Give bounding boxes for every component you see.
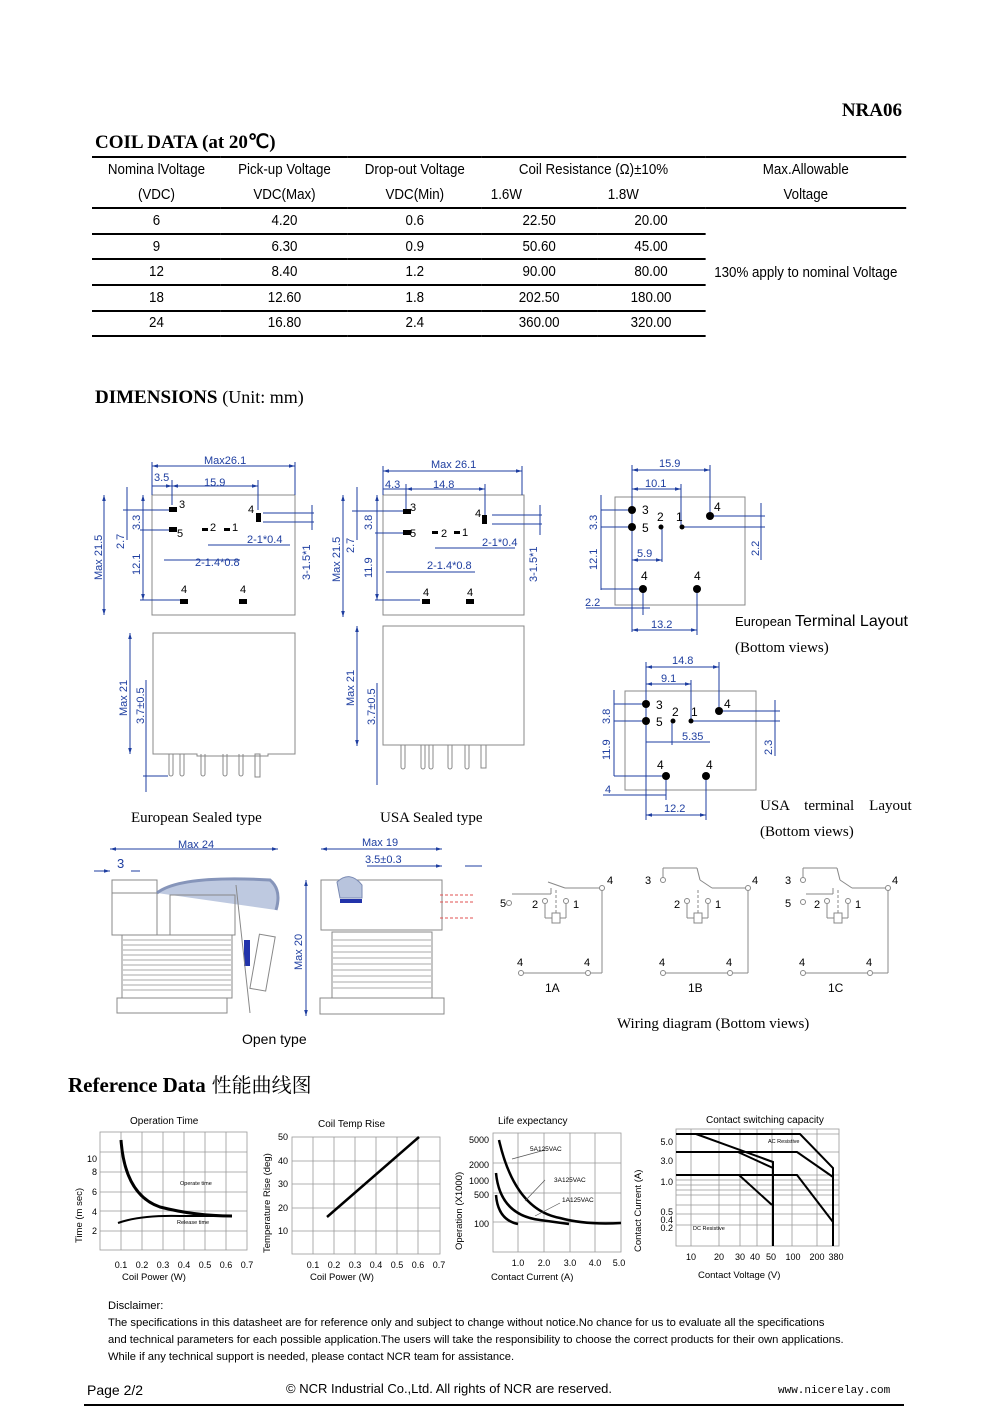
- svg-text:4: 4: [641, 569, 648, 583]
- dim-label: Max 19: [362, 837, 399, 849]
- svg-text:2: 2: [674, 899, 681, 911]
- cell-r16: 360.00: [482, 311, 597, 337]
- reference-charts: [0, 1100, 1000, 1290]
- usa-layout-caption-2: (Bottom views): [760, 824, 854, 840]
- svg-text:10: 10: [685, 1252, 697, 1262]
- svg-text:380: 380: [828, 1252, 844, 1262]
- svg-text:4: 4: [799, 957, 806, 969]
- svg-text:30: 30: [734, 1252, 746, 1262]
- dim-label: 4: [605, 784, 612, 796]
- svg-text:2000: 2000: [468, 1160, 489, 1170]
- svg-text:20: 20: [713, 1252, 725, 1262]
- annotation-ac-resistive: AC Resistive: [768, 1139, 800, 1145]
- open-type-front-view: [94, 849, 278, 1013]
- svg-text:3: 3: [410, 502, 417, 514]
- chart-coil-temp-rise: [262, 1119, 445, 1283]
- series-label: 5A125VAC: [530, 1146, 562, 1153]
- cell-r18: 45.00: [597, 234, 706, 260]
- svg-text:4: 4: [694, 569, 701, 583]
- svg-text:5.0: 5.0: [612, 1258, 626, 1268]
- svg-text:2: 2: [210, 522, 217, 534]
- usa-side-view: [345, 626, 524, 785]
- wiring-diagrams: [507, 868, 891, 976]
- svg-text:100: 100: [785, 1252, 801, 1262]
- euro-layout-caption: European Terminal Layout: [735, 613, 908, 630]
- unit-voltage: Voltage: [705, 183, 906, 209]
- cell-pickup: 8.40: [221, 259, 348, 285]
- svg-text:0.5: 0.5: [660, 1207, 673, 1217]
- svg-text:4: 4: [726, 957, 733, 969]
- wiring-1c: [801, 868, 891, 976]
- dim-label: 14.8: [433, 479, 455, 491]
- disclaimer-line: While if any technical support is needed, please contact NCR team for assistance.: [108, 1351, 515, 1363]
- dim-label: Max 21: [118, 679, 130, 716]
- col-dropout-voltage: Drop-out Voltage: [348, 157, 482, 183]
- svg-text:1: 1: [232, 522, 239, 534]
- svg-text:0.2: 0.2: [327, 1260, 341, 1270]
- cell-pickup: 12.60: [221, 285, 348, 311]
- dim-label: 3.3: [131, 514, 143, 530]
- svg-text:8: 8: [91, 1167, 97, 1177]
- x-axis-label: Coil Power (W): [122, 1272, 186, 1283]
- svg-text:40: 40: [749, 1252, 761, 1262]
- reference-title-cn: 性能曲线图: [211, 1073, 312, 1097]
- dimensions-heading: DIMENSIONS: [95, 387, 218, 408]
- svg-text:1: 1: [676, 510, 683, 524]
- svg-text:0.1: 0.1: [306, 1260, 320, 1270]
- cell-r18: 320.00: [597, 311, 706, 337]
- dim-label: 11.9: [601, 739, 613, 760]
- open-type-caption: Open type: [242, 1031, 307, 1047]
- usa-layout-caption: USA terminal Layout: [760, 798, 912, 814]
- svg-text:3: 3: [642, 503, 649, 517]
- annotation-dc-resistive: DC Resistive: [693, 1226, 725, 1232]
- svg-text:2: 2: [441, 528, 448, 540]
- svg-text:50: 50: [765, 1252, 777, 1262]
- svg-text:5: 5: [500, 898, 507, 910]
- cell-dropout: 0.9: [348, 234, 482, 260]
- svg-text:10: 10: [277, 1226, 288, 1236]
- cell-dropout: 2.4: [348, 311, 482, 337]
- euro-terminal-layout: [585, 458, 765, 635]
- svg-text:5: 5: [410, 528, 417, 540]
- col-1-8w: 1.8W: [597, 183, 706, 209]
- dim-label: Max 26.1: [431, 459, 477, 471]
- dim-label: 3: [117, 856, 125, 871]
- col-nominal-voltage: Nomina lVoltage: [92, 157, 221, 183]
- cell-pickup: 6.30: [221, 234, 348, 260]
- euro-layout-caption-2: (Bottom views): [735, 640, 829, 656]
- svg-text:4: 4: [181, 584, 188, 596]
- open-type-side-view: [306, 849, 482, 1016]
- coil-data-title: COIL DATA (at 20℃): [95, 132, 276, 153]
- svg-text:6: 6: [91, 1187, 97, 1197]
- disclaimer-title: Disclaimer:: [108, 1300, 164, 1312]
- dimensions-unit: (Unit: mm): [222, 387, 304, 407]
- euro-sealed-caption: European Sealed type: [131, 810, 262, 826]
- dim-label: 3-1.5*1: [301, 544, 313, 580]
- svg-text:4.0: 4.0: [588, 1258, 602, 1268]
- svg-text:4: 4: [724, 697, 731, 711]
- svg-text:2: 2: [814, 899, 821, 911]
- svg-text:2: 2: [91, 1226, 97, 1236]
- dim-label: 3.7±0.5: [366, 688, 378, 725]
- cell-nominal: 18: [92, 285, 221, 311]
- svg-text:0.4: 0.4: [177, 1260, 191, 1270]
- series-label: 1A125VAC: [562, 1197, 594, 1204]
- svg-text:4: 4: [248, 504, 255, 516]
- svg-text:4: 4: [866, 957, 873, 969]
- dim-label: Max 21: [345, 669, 357, 706]
- dim-label: Max 21.5: [331, 536, 343, 582]
- svg-text:4: 4: [607, 875, 614, 887]
- svg-text:1: 1: [462, 527, 469, 539]
- dim-label: Max26.1: [204, 455, 247, 467]
- y-axis-label: Contact Current (A): [633, 1169, 644, 1252]
- svg-text:10: 10: [86, 1154, 97, 1164]
- cell-pickup: 4.20: [221, 208, 348, 234]
- dim-label: 12.1: [131, 553, 143, 575]
- dim-label: 12.2: [664, 803, 686, 815]
- col-pickup-voltage: Pick-up Voltage: [221, 157, 348, 183]
- svg-text:0.4: 0.4: [369, 1260, 383, 1270]
- col-max-allowable: Max.Allowable: [705, 157, 906, 183]
- dim-label: 3.5: [154, 472, 170, 484]
- dim-label: 15.9: [659, 458, 681, 470]
- svg-text:0.6: 0.6: [219, 1260, 233, 1270]
- svg-text:40: 40: [277, 1156, 288, 1166]
- svg-text:2: 2: [672, 705, 679, 719]
- dim-label: 4.3: [385, 479, 401, 491]
- svg-text:3: 3: [656, 698, 663, 712]
- svg-text:0.2: 0.2: [135, 1260, 149, 1270]
- dim-label: 3.8: [601, 708, 613, 724]
- usa-sealed-caption: USA Sealed type: [380, 810, 483, 826]
- reference-title: [68, 1069, 312, 1098]
- svg-text:1: 1: [573, 899, 580, 911]
- svg-text:5: 5: [785, 898, 792, 910]
- svg-text:5: 5: [656, 715, 663, 729]
- svg-text:0.2: 0.2: [660, 1223, 673, 1233]
- dim-label: 12.1: [588, 548, 600, 570]
- wiring-label-1c: 1C: [828, 981, 844, 995]
- svg-text:0.6: 0.6: [411, 1260, 425, 1270]
- svg-text:0.1: 0.1: [114, 1260, 128, 1270]
- y-axis-label: Operation (X1000): [454, 1171, 465, 1250]
- svg-text:0.7: 0.7: [240, 1260, 254, 1270]
- website-link[interactable]: www.nicerelay.com: [778, 1385, 891, 1397]
- svg-text:0.5: 0.5: [198, 1260, 212, 1270]
- svg-text:4: 4: [475, 508, 482, 520]
- wiring-caption: Wiring diagram (Bottom views): [617, 1016, 810, 1032]
- svg-text:4: 4: [423, 587, 430, 599]
- copyright: © NCR Industrial Co.,Ltd. All rights of NCR are reserved.: [286, 1381, 613, 1396]
- svg-text:4: 4: [240, 584, 247, 596]
- unit-vdc-max: VDC(Max): [221, 183, 348, 209]
- svg-text:2: 2: [657, 510, 664, 524]
- svg-text:5000: 5000: [468, 1135, 489, 1145]
- reference-title-en: Reference Data: [68, 1073, 206, 1097]
- series-label: Release time: [177, 1220, 210, 1226]
- dim-label: Max 20: [293, 933, 305, 970]
- model-number: NRA06: [841, 100, 902, 121]
- cell-nominal: 12: [92, 259, 221, 285]
- cell-r16: 90.00: [482, 259, 597, 285]
- dim-label: 2-1.4*0.8: [427, 560, 472, 572]
- svg-text:0.7: 0.7: [432, 1260, 446, 1270]
- dim-label: 3.3: [588, 514, 600, 530]
- svg-text:0.3: 0.3: [156, 1260, 170, 1270]
- wiring-1b: [661, 868, 751, 976]
- svg-text:200: 200: [809, 1252, 825, 1262]
- svg-text:0.4: 0.4: [660, 1215, 673, 1225]
- dim-label: 2.7: [345, 537, 357, 553]
- dim-label: 2-1*0.4: [482, 537, 518, 549]
- svg-text:1.0: 1.0: [660, 1177, 673, 1187]
- chart-title: Coil Temp Rise: [318, 1119, 386, 1130]
- svg-text:0.3: 0.3: [348, 1260, 362, 1270]
- dim-label: 2.2: [750, 540, 762, 556]
- x-axis-label: Coil Power (W): [310, 1272, 374, 1283]
- x-axis-label: Contact Voltage (V): [698, 1270, 781, 1281]
- svg-text:4: 4: [584, 957, 591, 969]
- svg-text:0.5: 0.5: [390, 1260, 404, 1270]
- svg-text:1: 1: [855, 899, 862, 911]
- cell-r18: 20.00: [597, 208, 706, 234]
- svg-text:1000: 1000: [468, 1176, 489, 1186]
- chart-contact-switching-capacity: [633, 1115, 844, 1281]
- dim-label: 2-1.4*0.8: [195, 557, 240, 569]
- series-label: 3A125VAC: [554, 1177, 586, 1184]
- svg-text:3: 3: [785, 875, 792, 887]
- col-1-6w: 1.6W: [482, 183, 597, 209]
- cell-dropout: 1.2: [348, 259, 482, 285]
- svg-text:4: 4: [752, 875, 759, 887]
- page-number: Page 2/2: [87, 1382, 144, 1398]
- y-axis-label: Temperature Rise (deg): [262, 1153, 273, 1253]
- svg-text:2: 2: [532, 899, 539, 911]
- col-coil-resistance: Coil Resistance (Ω)±10%: [482, 157, 706, 183]
- dim-label: 13.2: [651, 619, 673, 631]
- dim-label: 2.2: [585, 597, 601, 609]
- svg-text:4: 4: [706, 758, 713, 772]
- euro-side-view: [118, 633, 295, 792]
- wiring-label-1b: 1B: [688, 981, 703, 995]
- svg-text:20: 20: [277, 1203, 288, 1213]
- dim-label: Max 21.5: [93, 534, 105, 580]
- dim-label: 2.7: [115, 533, 127, 549]
- chart-life-expectancy: [454, 1116, 625, 1283]
- svg-text:5: 5: [642, 521, 649, 535]
- dim-label: 3-1.5*1: [528, 546, 540, 582]
- dim-label: 14.8: [672, 655, 694, 667]
- dim-label: 3.5±0.3: [365, 854, 402, 866]
- svg-text:3: 3: [179, 499, 186, 511]
- svg-text:2.0: 2.0: [537, 1258, 551, 1268]
- dim-label: 10.1: [645, 478, 667, 490]
- chart-title: Contact switching capacity: [706, 1115, 824, 1126]
- dim-label: 3.8: [363, 514, 375, 530]
- svg-text:4: 4: [659, 957, 666, 969]
- dim-label: Max 24: [178, 839, 215, 851]
- cell-dropout: 0.6: [348, 208, 482, 234]
- x-axis-label: Contact Current (A): [491, 1272, 574, 1283]
- unit-vdc: (VDC): [92, 183, 221, 209]
- svg-text:50: 50: [277, 1132, 288, 1142]
- cell-nominal: 6: [92, 208, 221, 234]
- dim-label: 15.9: [204, 477, 226, 489]
- svg-text:3.0: 3.0: [660, 1156, 673, 1166]
- dim-label: 2-1*0.4: [247, 534, 283, 546]
- svg-text:100: 100: [473, 1219, 489, 1229]
- footer-divider: [84, 1404, 904, 1406]
- svg-text:4: 4: [467, 587, 474, 599]
- disclaimer-line: and technical parameters for each possible application.The users will take the responsibility to choose the correct products for their own applications.: [108, 1334, 844, 1346]
- disclaimer: [108, 1298, 908, 1366]
- dim-label: 2.3: [763, 739, 775, 755]
- svg-text:4: 4: [517, 957, 524, 969]
- euro-top-view: [93, 455, 314, 615]
- dim-label: 5.35: [682, 731, 704, 743]
- cell-r16: 202.50: [482, 285, 597, 311]
- cell-pickup: 16.80: [221, 311, 348, 337]
- chart-title: Operation Time: [130, 1116, 199, 1127]
- y-axis-label: Time (m sec): [74, 1187, 85, 1243]
- svg-text:4: 4: [892, 875, 899, 887]
- svg-text:3: 3: [645, 875, 652, 887]
- dim-label: 5.9: [637, 548, 653, 560]
- series-label: Operate time: [180, 1181, 212, 1187]
- svg-text:30: 30: [277, 1179, 288, 1189]
- svg-text:1.0: 1.0: [511, 1258, 525, 1268]
- usa-terminal-layout: [601, 655, 780, 820]
- cell-dropout: 1.8: [348, 285, 482, 311]
- svg-text:4: 4: [714, 500, 721, 514]
- dim-label: 3.7±0.5: [135, 687, 147, 724]
- cell-nominal: 9: [92, 234, 221, 260]
- dim-label: 9.1: [661, 673, 677, 685]
- dim-label: 11.9: [363, 557, 375, 578]
- chart-operation-time: [74, 1116, 253, 1283]
- unit-vdc-min: VDC(Min): [348, 183, 482, 209]
- svg-text:1: 1: [715, 899, 722, 911]
- chart-title: Life expectancy: [498, 1116, 568, 1127]
- cell-r16: 50.60: [482, 234, 597, 260]
- cell-r18: 80.00: [597, 259, 706, 285]
- svg-text:5.0: 5.0: [660, 1137, 673, 1147]
- svg-text:5: 5: [177, 528, 184, 540]
- cell-r18: 180.00: [597, 285, 706, 311]
- svg-text:4: 4: [657, 758, 664, 772]
- svg-text:1: 1: [691, 705, 698, 719]
- svg-text:4: 4: [91, 1207, 97, 1217]
- cell-nominal: 24: [92, 311, 221, 337]
- max-allowable-note: 130% apply to nominal Voltage: [714, 264, 898, 281]
- svg-text:500: 500: [473, 1190, 489, 1200]
- wiring-label-1a: 1A: [545, 981, 560, 995]
- svg-text:3.0: 3.0: [563, 1258, 577, 1268]
- disclaimer-line: The specifications in this datasheet are for reference only and subject to change without notice.No chance for us to evaluate all the specifications: [108, 1317, 825, 1329]
- cell-r16: 22.50: [482, 208, 597, 234]
- usa-top-view: [331, 459, 542, 617]
